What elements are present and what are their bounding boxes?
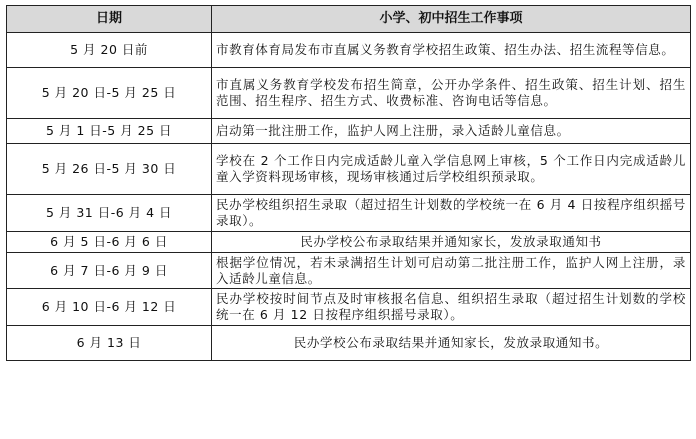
row-task: 民办学校公布录取结果并通知家长，发放录取通知书	[212, 232, 691, 253]
row-date: 5 月 20 日前	[7, 33, 212, 68]
row-date: 6 月 10 日-6 月 12 日	[7, 289, 212, 326]
row-date: 5 月 26 日-5 月 30 日	[7, 144, 212, 195]
table-header-row	[7, 6, 691, 33]
row-task: 民办学校公布录取结果并通知家长，发放录取通知书。	[212, 326, 691, 361]
enrollment-schedule-table	[6, 5, 691, 361]
table-row	[7, 144, 691, 195]
table-row	[7, 68, 691, 119]
table-row	[7, 195, 691, 232]
row-task: 启动第一批注册工作，监护人网上注册，录入适龄儿童信息。	[212, 119, 691, 144]
table-row	[7, 119, 691, 144]
header-date: 日期	[7, 6, 212, 33]
row-date: 6 月 7 日-6 月 9 日	[7, 253, 212, 289]
table-row	[7, 289, 691, 326]
table-row	[7, 253, 691, 289]
row-date: 5 月 20 日-5 月 25 日	[7, 68, 212, 119]
row-task: 民办学校按时间节点及时审核报名信息、组织招生录取（超过招生计划数的学校统一在 6 月 12 日按程序组织摇号录取）。	[212, 289, 691, 326]
row-date: 6 月 5 日-6 月 6 日	[7, 232, 212, 253]
row-task: 市直属义务教育学校发布招生简章，公开办学条件、招生政策、招生计划、招生范围、招生程序、招生方式、收费标准、咨询电话等信息。	[212, 68, 691, 119]
row-task: 民办学校组织招生录取（超过招生计划数的学校统一在 6 月 4 日按程序组织摇号录取）。	[212, 195, 691, 232]
table-row	[7, 232, 691, 253]
table-row	[7, 326, 691, 361]
row-date: 5 月 31 日-6 月 4 日	[7, 195, 212, 232]
header-task: 小学、初中招生工作事项	[212, 6, 691, 33]
row-date: 6 月 13 日	[7, 326, 212, 361]
row-task: 根据学位情况，若未录满招生计划可启动第二批注册工作，监护人网上注册，录入适龄儿童信息。	[212, 253, 691, 289]
row-task: 学校在 2 个工作日内完成适龄儿童入学信息网上审核，5 个工作日内完成适龄儿童入学资料现场审核，现场审核通过后学校组织预录取。	[212, 144, 691, 195]
row-task: 市教育体育局发布市直属义务教育学校招生政策、招生办法、招生流程等信息。	[212, 33, 691, 68]
table-row	[7, 33, 691, 68]
row-date: 5 月 1 日-5 月 25 日	[7, 119, 212, 144]
